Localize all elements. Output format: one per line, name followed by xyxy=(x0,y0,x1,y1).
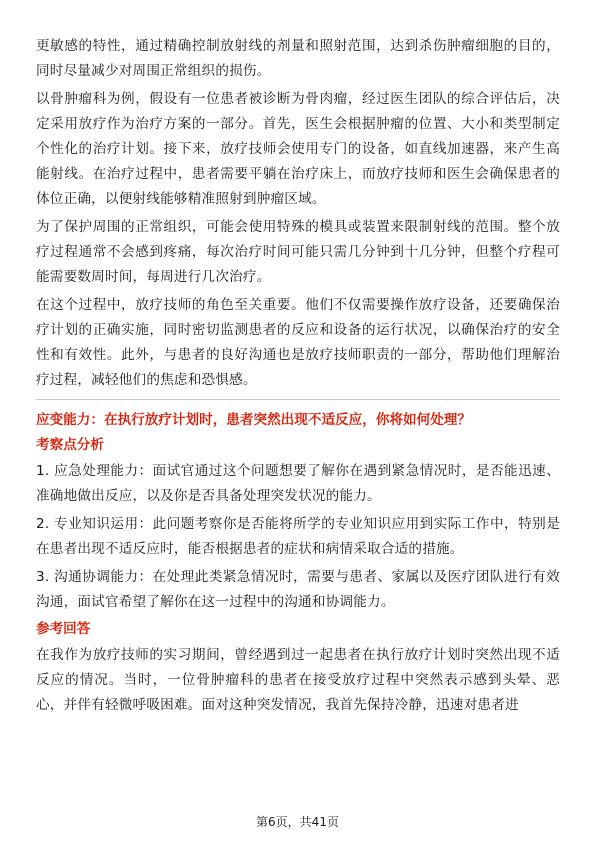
intro-paragraph-1: 更敏感的特性，通过精确控制放射线的剂量和照射范围，达到杀伤肿瘤细胞的目的，同时尽量减少对周围正常组织的损伤。 xyxy=(36,38,560,79)
analysis-item-1: 1. 应急处理能力：面试官通过这个问题想要了解你在遇到紧急情况时，是否能迅速、准确地做出反应，以及你是否具备处理突发状况的能力。 xyxy=(36,463,560,504)
section-divider xyxy=(36,399,560,400)
page-footer: 第6页，共41页 xyxy=(256,815,339,829)
analysis-heading: 考察点分析 xyxy=(36,437,104,453)
question-title: 应变能力：在执行放疗计划时，患者突然出现不适反应，你将如何处理？ xyxy=(36,412,471,428)
intro-paragraph-3: 为了保护周围的正常组织，可能会使用特殊的模具或装置来限制射线的范围。整个放疗过程通常不会感到疼痛，每次治疗时间可能只需几分钟到十几分钟，但整个疗程可能需要数周时间，每周进行几次治疗。 xyxy=(36,219,560,285)
answer-paragraph: 在我作为放疗技师的实习期间，曾经遇到过一起患者在执行放疗计划时突然出现不适反应的情况。当时，一位骨肿瘤科的患者在接受放疗过程中突然表示感到头晕、恶心，并伴有轻微呼吸困难。面对这种突发情况，我首先保持冷静，迅速对患者进 xyxy=(36,647,560,713)
document-body xyxy=(36,34,560,721)
analysis-item-3: 3. 沟通协调能力：在处理此类紧急情况时，需要与患者、家属以及医疗团队进行有效沟通，面试官希望了解你在这一过程中的沟通和协调能力。 xyxy=(36,569,560,610)
intro-paragraph-2: 以骨肿瘤科为例，假设有一位患者被诊断为骨肉瘤，经过医生团队的综合评估后，决定采用放疗作为治疗方案的一部分。首先，医生会根据肿瘤的位置、大小和类型制定个性化的治疗计划。接下来，放疗技师会使用专门的设备，如直线加速器，来产生高能射线。在治疗过程中，患者需要平躺在治疗床上，而放疗技师和医生会确保患者的体位正确，以便射线能够精准照射到肿瘤区域。 xyxy=(36,91,560,207)
intro-paragraph-4: 在这个过程中，放疗技师的角色至关重要。他们不仅需要操作放疗设备，还要确保治疗计划的正确实施，同时密切监测患者的反应和设备的运行状况，以确保治疗的安全性和有效性。此外，与患者的良好沟通也是放疗技师职责的一部分，帮助他们理解治疗过程，减轻他们的焦虑和恐惧感。 xyxy=(36,297,560,388)
answer-heading: 参考回答 xyxy=(36,621,91,637)
analysis-item-2: 2. 专业知识运用：此问题考察你是否能将所学的专业知识应用到实际工作中，特别是在患者出现不适反应时，能否根据患者的症状和病情采取合适的措施。 xyxy=(36,516,560,557)
